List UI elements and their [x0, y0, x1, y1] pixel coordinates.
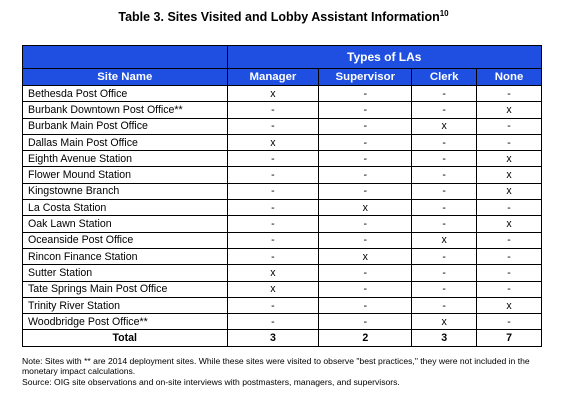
value-cell: - [319, 134, 412, 150]
value-cell: x [319, 200, 412, 216]
column-header-supervisor: Supervisor [319, 69, 412, 86]
site-name-cell: La Costa Station [23, 200, 228, 216]
table-row [23, 118, 542, 134]
total-row [23, 330, 542, 346]
value-cell: - [227, 183, 319, 199]
value-cell: - [477, 314, 542, 330]
value-cell: x [227, 134, 319, 150]
value-cell: - [227, 200, 319, 216]
table-row [23, 134, 542, 150]
value-cell: x [227, 86, 319, 102]
site-name-cell: Kingstowne Branch [23, 183, 228, 199]
site-name-cell: Burbank Main Post Office [23, 118, 228, 134]
site-name-cell: Tate Springs Main Post Office [23, 281, 228, 297]
value-cell: - [227, 216, 319, 232]
table-corner [23, 46, 228, 69]
title-footnote: 10 [439, 8, 449, 18]
sites-table [22, 45, 542, 347]
total-value: 3 [412, 330, 477, 346]
value-cell: - [319, 183, 412, 199]
table-row [23, 248, 542, 264]
site-name-cell: Oak Lawn Station [23, 216, 228, 232]
value-cell: - [227, 102, 319, 118]
value-cell: - [227, 118, 319, 134]
value-cell: - [477, 200, 542, 216]
table-row [23, 265, 542, 281]
value-cell: x [412, 314, 477, 330]
site-name-cell: Flower Mound Station [23, 167, 228, 183]
value-cell: - [319, 281, 412, 297]
value-cell: - [412, 265, 477, 281]
value-cell: - [319, 102, 412, 118]
table-row [23, 281, 542, 297]
value-cell: - [227, 248, 319, 264]
group-header: Types of LAs [227, 46, 542, 69]
note-deployment: Note: Sites with ** are 2014 deployment sites. While these sites were visited to observe "best practices," they were not included in the monetary impact calculations. [22, 356, 530, 377]
site-name-cell: Dallas Main Post Office [23, 134, 228, 150]
value-cell: x [477, 167, 542, 183]
value-cell: - [319, 314, 412, 330]
value-cell: - [319, 216, 412, 232]
site-name-cell: Eighth Avenue Station [23, 151, 228, 167]
value-cell: - [412, 200, 477, 216]
table-notes [22, 356, 552, 387]
value-cell: - [319, 151, 412, 167]
table-row [23, 151, 542, 167]
value-cell: x [412, 118, 477, 134]
value-cell: x [477, 297, 542, 313]
site-name-cell: Burbank Downtown Post Office** [23, 102, 228, 118]
value-cell: - [412, 248, 477, 264]
value-cell: - [477, 281, 542, 297]
total-label: Total [23, 330, 228, 346]
value-cell: - [319, 86, 412, 102]
value-cell: x [477, 216, 542, 232]
value-cell: x [412, 232, 477, 248]
table-row [23, 86, 542, 102]
site-name-cell: Bethesda Post Office [23, 86, 228, 102]
value-cell: - [412, 151, 477, 167]
value-cell: - [477, 232, 542, 248]
value-cell: - [319, 167, 412, 183]
value-cell: - [319, 265, 412, 281]
value-cell: - [319, 118, 412, 134]
table-row [23, 167, 542, 183]
table-row [23, 232, 542, 248]
value-cell: - [412, 216, 477, 232]
value-cell: - [477, 265, 542, 281]
total-value: 7 [477, 330, 542, 346]
value-cell: - [412, 86, 477, 102]
value-cell: - [412, 102, 477, 118]
value-cell: - [477, 86, 542, 102]
table-title: Table 3. Sites Visited and Lobby Assistant Information$^{10}$ [118, 8, 449, 24]
column-header-manager: Manager [227, 69, 319, 86]
column-header-site-name: Site Name [23, 69, 228, 86]
value-cell: - [477, 118, 542, 134]
note-source: Source: OIG site observations and on-site interviews with postmasters, managers, and supervisors. [22, 376, 400, 387]
site-name-cell: Rincon Finance Station [23, 248, 228, 264]
value-cell: x [477, 102, 542, 118]
value-cell: x [227, 281, 319, 297]
value-cell: - [319, 297, 412, 313]
column-header-clerk: Clerk [412, 69, 477, 86]
value-cell: - [477, 134, 542, 150]
value-cell: - [227, 151, 319, 167]
value-cell: - [227, 314, 319, 330]
site-name-cell: Oceanside Post Office [23, 232, 228, 248]
table-row [23, 216, 542, 232]
value-cell: x [227, 265, 319, 281]
value-cell: - [227, 297, 319, 313]
table-row [23, 102, 542, 118]
value-cell: - [319, 232, 412, 248]
value-cell: - [227, 167, 319, 183]
total-value: 2 [319, 330, 412, 346]
value-cell: - [412, 281, 477, 297]
table-row [23, 297, 542, 313]
site-name-cell: Sutter Station [23, 265, 228, 281]
table-row [23, 200, 542, 216]
total-value: 3 [227, 330, 319, 346]
column-header-none: None [477, 69, 542, 86]
value-cell: - [477, 248, 542, 264]
table-row [23, 183, 542, 199]
value-cell: - [412, 134, 477, 150]
site-name-cell: Trinity River Station [23, 297, 228, 313]
table-row [23, 314, 542, 330]
value-cell: - [412, 183, 477, 199]
value-cell: x [319, 248, 412, 264]
value-cell: x [477, 151, 542, 167]
value-cell: x [477, 183, 542, 199]
value-cell: - [412, 297, 477, 313]
value-cell: - [227, 232, 319, 248]
value-cell: - [412, 167, 477, 183]
site-name-cell: Woodbridge Post Office** [23, 314, 228, 330]
